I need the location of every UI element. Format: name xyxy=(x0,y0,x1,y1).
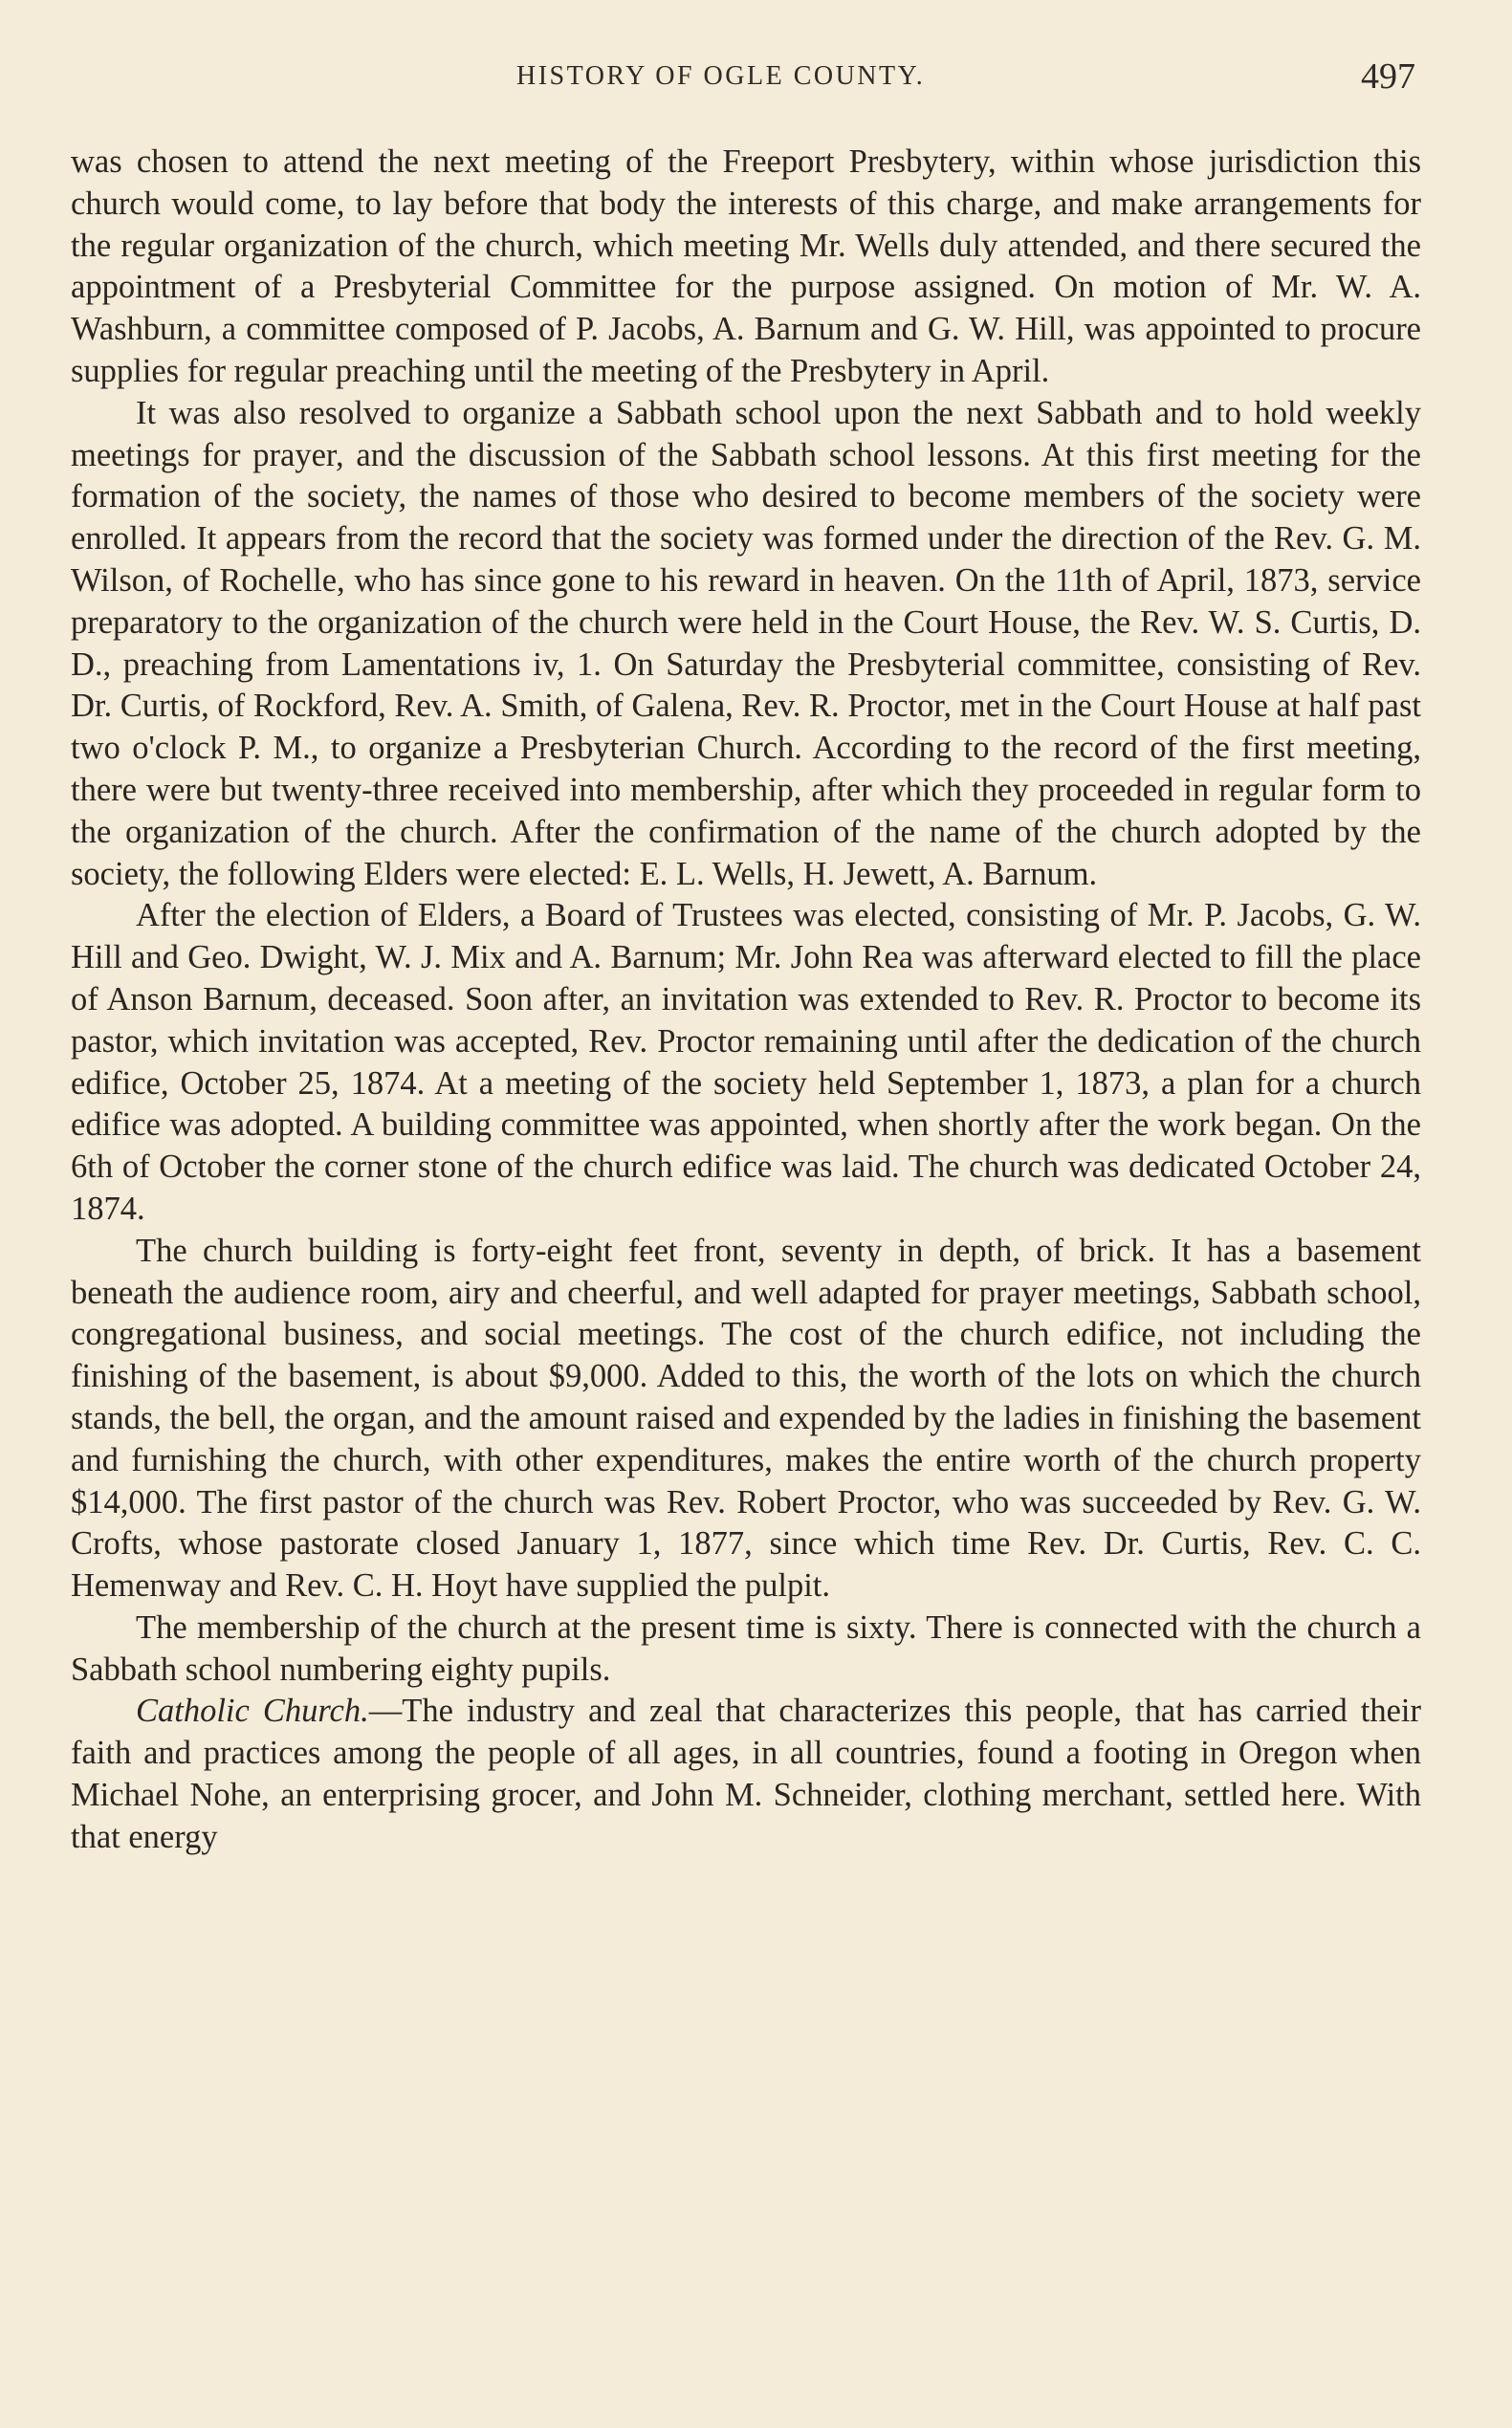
paragraph-catholic-church xyxy=(71,1691,1421,1858)
page-number: 497 xyxy=(1361,56,1415,97)
paragraph-continued: was chosen to attend the next meeting of the Freeport Presbytery, within whose jurisdiction this church would come, to lay before that body the interests of this charge, and make arrangements for the regular organization of the church, which meeting Mr. Wells duly attended, and there secured the appointment of a Presbyterial Committee for the purpose assigned. On motion of Mr. W. A. Washburn, a committee composed of P. Jacobs, A. Barnum and G. W. Hill, was appointed to procure supplies for regular preaching until the meeting of the Presbytery in April. xyxy=(71,143,1421,389)
section-lead-catholic-church: Catholic Church. xyxy=(136,1693,369,1730)
running-title: HISTORY OF OGLE COUNTY. xyxy=(516,61,926,91)
paragraph-sabbath-school: It was also resolved to organize a Sabbath school upon the next Sabbath and to hold weekly meetings for prayer, and the discussion of the Sabbath school lessons. At this first meeting for the formation of the society, the names of those who desired to become members of the society were enrolled. It appears from the record that the society was formed under the direction of the Rev. G. M. Wilson, of Rochelle, who has since gone to his reward in heaven. On the 11th of April, 1873, service preparatory to the organization of the church were held in the Court House, the Rev. W. S. Curtis, D. D., preaching from Lamentations iv, 1. On Saturday the Presbyterial committee, consisting of Rev. Dr. Curtis, of Rockford, Rev. A. Smith, of Galena, Rev. R. Proctor, met in the Court House at half past two o'clock P. M., to organize a Presbyterian Church. According to the record of the first meeting, there were but twenty-three received into membership, after which they proceeded in regular form to the organization of the church. After the confirmation of the name of the church adopted by the society, the following Elders were elected: E. L. Wells, H. Jewett, A. Barnum. xyxy=(71,394,1421,892)
paragraph-board-of-trustees: After the election of Elders, a Board of Trustees was elected, consisting of Mr. P. Jacobs, G. W. Hill and Geo. Dwight, W. J. Mix and A. Barnum; Mr. John Rea was afterward elected to fill the place of Anson Barnum, deceased. Soon after, an invitation was extended to Rev. R. Proctor to become its pastor, which invitation was accepted, Rev. Proctor remaining until after the dedication of the church edifice, October 25, 1874. At a meeting of the society held September 1, 1873, a plan for a church edifice was adopted. A building committee was appointed, when shortly after the work began. On the 6th of October the corner stone of the church edifice was laid. The church was dedicated October 24, 1874. xyxy=(71,897,1421,1227)
paragraph-church-building: The church building is forty-eight feet front, seventy in depth, of brick. It has a basement beneath the audience room, airy and cheerful, and well adapted for prayer meetings, Sabbath school, congregational business, and social meetings. The cost of the church edifice, not including the finishing of the basement, is about $9,000. Added to this, the worth of the lots on which the church stands, the bell, the organ, and the amount raised and expended by the ladies in finishing the basement and furnishing the church, with other expenditures, makes the entire worth of the church property $14,000. The first pastor of the church was Rev. Robert Proctor, who was succeeded by Rev. G. W. Crofts, whose pastorate closed January 1, 1877, since which time Rev. Dr. Curtis, Rev. C. C. Hemenway and Rev. C. H. Hoyt have supplied the pulpit. xyxy=(71,1232,1421,1605)
running-head xyxy=(516,55,1415,103)
paragraph-membership: The membership of the church at the present time is sixty. There is connected with the church a Sabbath school numbering eighty pupils. xyxy=(71,1608,1421,1688)
body-text xyxy=(71,142,1421,1859)
paragraph-catholic-church-text: —The industry and zeal that characterizes this people, that has carried their faith and practices among the people of all ages, in all countries, found a footing in Oregon when Michael Nohe, an enterprising grocer, and John M. Schneider, clothing merchant, settled here. With that energy xyxy=(71,1693,1421,1855)
